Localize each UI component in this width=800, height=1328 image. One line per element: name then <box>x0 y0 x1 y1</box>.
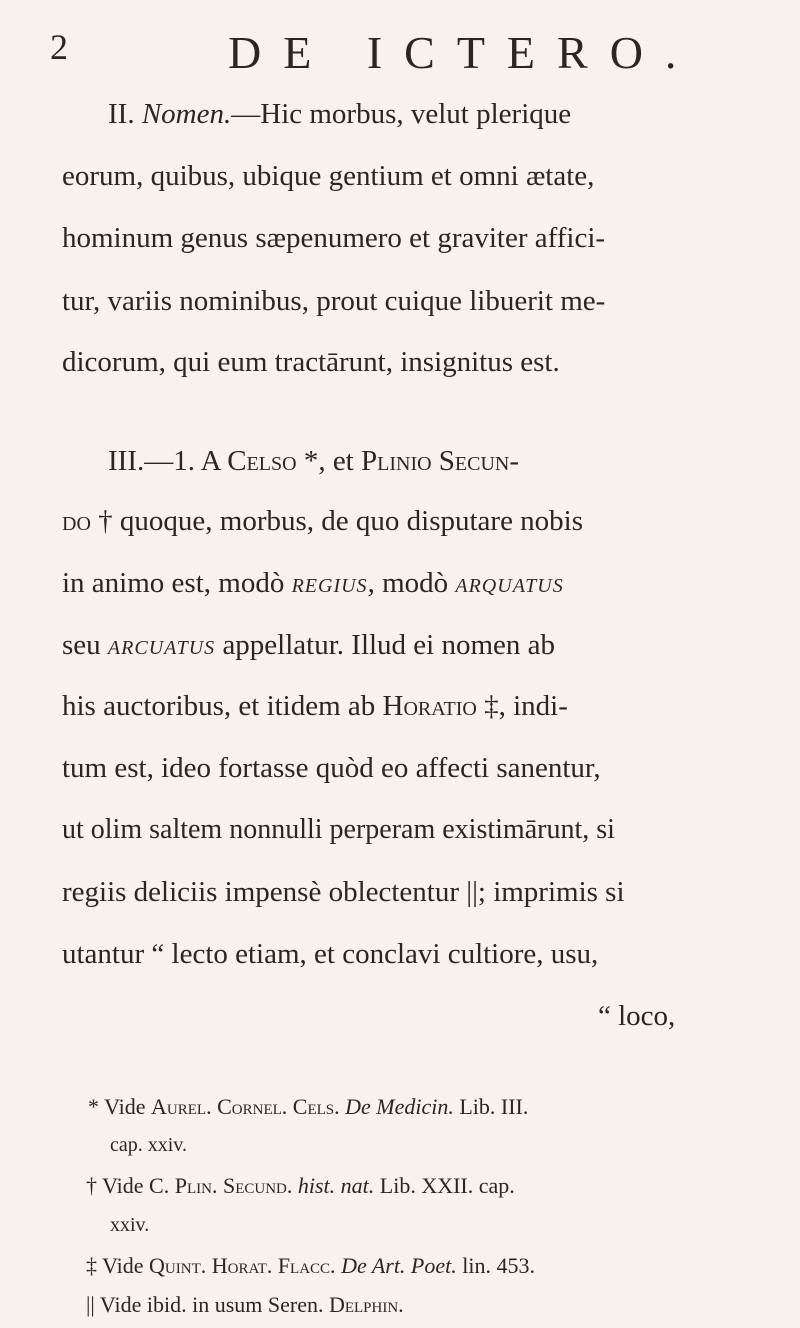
name-horatio: Horatio <box>382 690 477 722</box>
text-line: ut olim saltem nonnulli perperam existimārunt, si <box>62 814 615 845</box>
text-line: II. Nomen.—Hic morbus, velut plerique <box>108 98 572 130</box>
text-line: in animo est, modò REGIUS, modò ARQUATUS <box>62 567 564 599</box>
catchword: “ loco, <box>598 1000 676 1032</box>
page-number: 2 <box>50 27 68 67</box>
term-arquatus: ARQUATUS <box>455 575 564 597</box>
text-line: seu ARCUATUS appellatur. Illud ei nomen ab <box>62 629 556 661</box>
text-line: eorum, quibus, ubique gentium et omni ætate, <box>62 160 595 192</box>
term-regius: REGIUS <box>291 575 368 597</box>
text-line: III.—1. A Celso *, et Plinio Secun- <box>108 445 520 477</box>
footnote-1: * Vide Aurel. Cornel. Cels. De Medicin. Lib. III. <box>88 1094 529 1119</box>
footnote-4: || Vide ibid. in usum Seren. Delphin. <box>86 1292 404 1317</box>
text-line: tum est, ideo fortasse quòd eo affecti sanentur, <box>62 752 601 784</box>
text-line: do † quoque, morbus, de quo disputare nobis <box>62 505 584 537</box>
footnote-2-cont: xxiv. <box>110 1214 150 1236</box>
text-line: dicorum, qui eum tractārunt, insignitus est. <box>62 346 560 378</box>
footnote-2: † Vide C. Plin. Secund. hist. nat. Lib. XXII. cap. <box>86 1173 515 1198</box>
text-line: tur, variis nominibus, prout cuique libuerit me- <box>62 285 606 317</box>
running-header <box>0 26 800 86</box>
text-line: regiis deliciis impensè oblectentur ||; imprimis si <box>62 876 625 908</box>
text-line: his auctoribus, et itidem ab Horatio ‡, indi- <box>62 690 568 722</box>
footnote-1-cont: cap. xxiv. <box>110 1134 188 1156</box>
running-title: DE ICTERO. <box>228 27 699 78</box>
term-arcuatus: ARCUATUS <box>107 637 216 659</box>
footnote-3: ‡ Vide Quint. Horat. Flacc. De Art. Poet. lin. 453. <box>86 1253 535 1278</box>
name-celso: Celso <box>227 445 297 477</box>
text-line: utantur “ lecto etiam, et conclavi cultiore, usu, <box>62 938 599 970</box>
text-line: hominum genus sæpenumero et graviter affici- <box>62 222 606 254</box>
section-label-nomen: Nomen. <box>141 98 232 130</box>
name-plinio: Plinio Secun- <box>361 445 520 477</box>
